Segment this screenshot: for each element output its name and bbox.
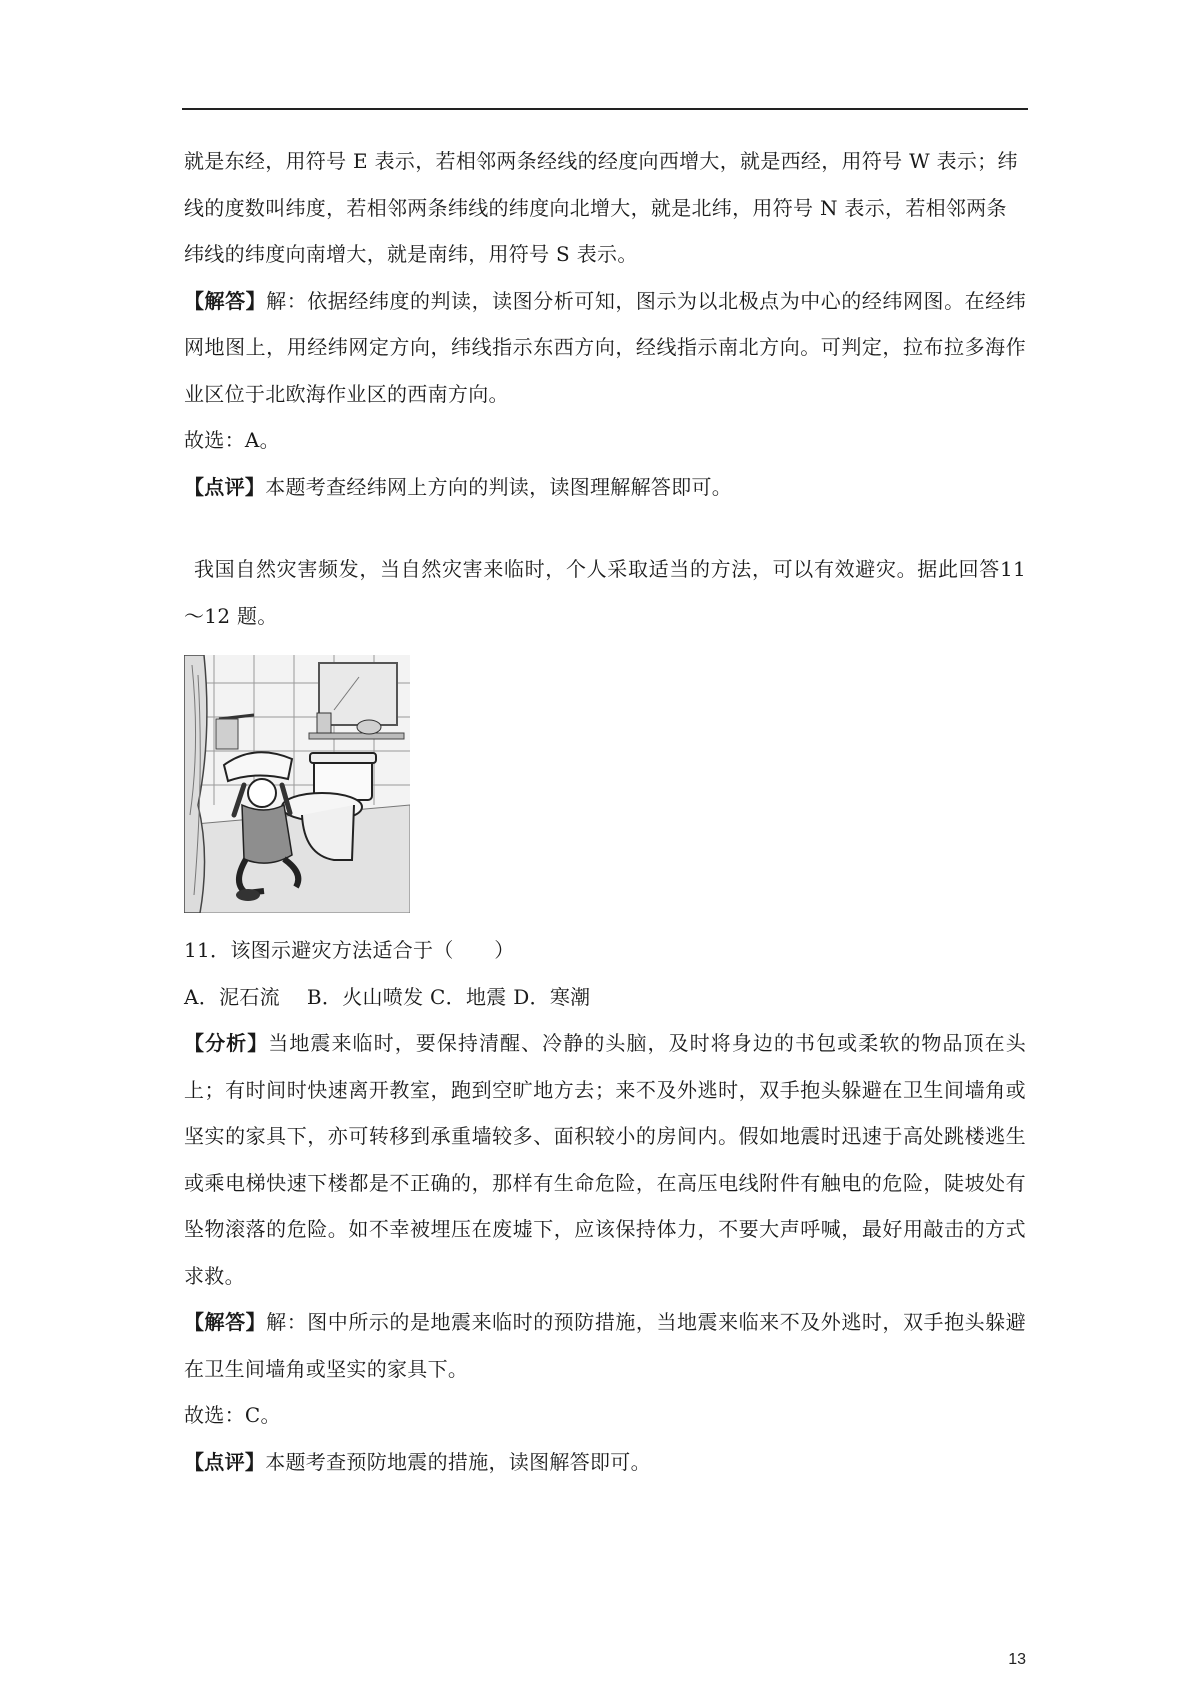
review-paragraph — [184, 1439, 1026, 1486]
choice-line: 故选：C。 — [184, 1403, 281, 1427]
review-text: 本题考查经纬网上方向的判读，读图理解解答即可。 — [265, 474, 733, 499]
review-paragraph — [184, 464, 1026, 511]
analysis-paragraph — [184, 1020, 1026, 1299]
page-number: 13 — [1008, 1651, 1026, 1668]
review-tag: 【点评】 — [184, 1449, 266, 1474]
earthquake-illustration — [184, 655, 410, 913]
answer-text: 解：依据经纬度的判读，读图分析可知，图示为以北极点为中心的经纬网图。在经纬网地图上，用经纬网定方向，纬线指示东西方向，经线指示南北方向。可判定，拉布拉多海作业区位于北欧海作业区的西南方向。 — [184, 288, 1026, 406]
header-rule — [182, 108, 1028, 110]
review-text: 本题考查预防地震的措施，读图解答即可。 — [265, 1449, 651, 1474]
review-tag: 【点评】 — [184, 474, 266, 499]
analysis-text: 当地震来临时，要保持清醒、冷静的头脑，及时将身边的书包或柔软的物品顶在头上；有时间时快速离开教室，跑到空旷地方去；来不及外逃时，双手抱头躲避在卫生间墙角或坚实的家具下，亦可转移到承重墙较多、面积较小的房间内。假如地震时迅速于高处跳楼逃生或乘电梯快速下楼都是不正确的，那样有生命危险，在高压电线附件有触电的危险，陡坡处有坠物滚落的危险。如不幸被埋压在废墟下，应该保持体力，不要大声呼喊，最好用敲击的方式求救。 — [184, 1031, 1026, 1288]
intro-paragraph: 我国自然灾害频发，当自然灾害来临时，个人采取适当的方法，可以有效避灾。据此回答11～12 题。 — [184, 557, 1026, 628]
answer-paragraph — [184, 278, 1026, 418]
text-line: 纬线的纬度向南增大，就是南纬，用符号 S 表示。 — [184, 242, 638, 266]
options-line: A．泥石流 B．火山喷发 C．地震 D．寒潮 — [184, 984, 591, 1009]
answer-text: 解：图中所示的是地震来临时的预防措施，当地震来临来不及外逃时，双手抱头躲避在卫生间墙角或坚实的家具下。 — [184, 1310, 1026, 1381]
text-line: 线的度数叫纬度，若相邻两条纬线的纬度向北增大，就是北纬，用符号 N 表示，若相邻两条 — [184, 195, 1007, 220]
choice-line: 故选：A。 — [184, 428, 280, 452]
analysis-tag: 【分析】 — [184, 1031, 269, 1055]
text-line: 就是东经，用符号 E 表示，若相邻两条经线的经度向西增大，就是西经，用符号 W 表示；纬 — [184, 149, 1018, 173]
answer-tag: 【解答】 — [184, 288, 267, 313]
answer-tag: 【解答】 — [184, 1310, 267, 1334]
page-content — [184, 138, 1026, 1485]
answer-paragraph — [184, 1299, 1026, 1392]
question-line: 11．该图示避灾方法适合于（ ） — [184, 938, 515, 962]
